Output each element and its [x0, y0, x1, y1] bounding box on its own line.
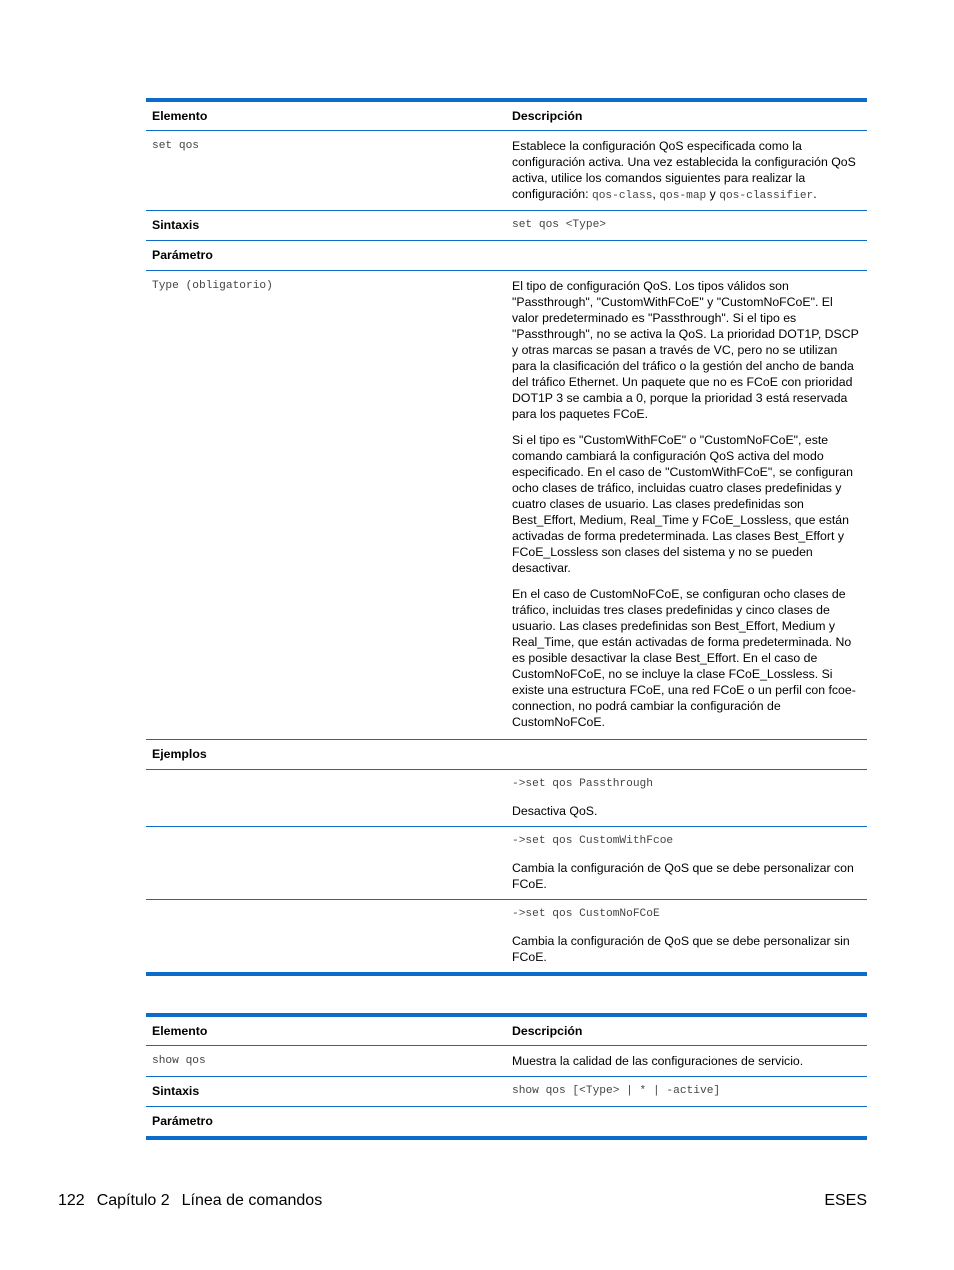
- empty-cell: [506, 740, 867, 769]
- example-command: ->set qos CustomWithFcoe: [512, 835, 674, 847]
- table-row-parameter: [146, 1106, 867, 1136]
- footer-locale: ESES: [824, 1192, 867, 1209]
- header-descripcion: Descripción: [512, 109, 583, 123]
- header-elemento: Elemento: [152, 109, 208, 123]
- period: .: [813, 187, 817, 201]
- param-paragraph: En el caso de CustomNoFCoE, se configuran ocho clases de tráfico, incluidas tres clases predefinidas y cinco clases de usuario. Las clases predefinidas son Best_Effort, Medium y Real_Time, que están activadas de forma predeterminada. No es posible desactivar la clase Best_Effort. En el caso de CustomNoFCoE, no se incluye la clase FCoE_Lossless. Si existe una estructura FCoE, una red FCoE o un perfil con fcoe-connection, no podrá cambiar la configuración de CustomNoFCoE.: [512, 587, 856, 729]
- command-description: [506, 131, 867, 210]
- empty-cell: [146, 770, 506, 826]
- example-description: Cambia la configuración de QoS que se debe personalizar sin FCoE.: [512, 934, 850, 964]
- command-table-show-qos: [146, 1013, 867, 1140]
- page-number: 122: [58, 1192, 85, 1209]
- chapter-label: Capítulo 2: [96, 1192, 170, 1209]
- empty-cell: [506, 1107, 867, 1136]
- table-bottom-rule: [146, 972, 867, 976]
- command-name: show qos: [152, 1055, 206, 1067]
- example-command: ->set qos Passthrough: [512, 778, 653, 790]
- syntax-label: Sintaxis: [152, 1084, 200, 1098]
- example-command: ->set qos CustomNoFCoE: [512, 908, 660, 920]
- table-header-row: [146, 1017, 867, 1046]
- example-row: [146, 826, 867, 899]
- example-description: Desactiva QoS.: [512, 804, 598, 818]
- table-row-param-type: [146, 270, 867, 739]
- parameter-label: Parámetro: [152, 248, 213, 262]
- separator: ,: [652, 187, 660, 201]
- empty-cell: [506, 241, 867, 270]
- command-table-set-qos: [146, 98, 867, 976]
- code-qos-map: qos-map: [659, 190, 707, 202]
- example-description: Cambia la configuración de QoS que se debe personalizar con FCoE.: [512, 861, 854, 891]
- empty-cell: [146, 900, 506, 972]
- example-cell: [506, 827, 867, 899]
- syntax-value: show qos [<Type> | * | -active]: [512, 1085, 721, 1097]
- table-row-command: [146, 1046, 867, 1076]
- code-qos-classifier: qos-classifier: [719, 190, 814, 202]
- param-description: [506, 271, 867, 739]
- examples-label: Ejemplos: [152, 747, 207, 761]
- example-row: [146, 899, 867, 972]
- chapter-title: Línea de comandos: [181, 1192, 323, 1209]
- param-paragraph: El tipo de configuración QoS. Los tipos válidos son "Passthrough", "CustomWithFCoE" y "CustomNoFCoE". El valor predeterminado es "Passthrough". Si el tipo es "Passthrough", no se activa la QoS. La prioridad DOT1P, DSCP y otras marcas se pasan a través de VC, pero no se utilizan para la clasificación del tráfico o la gestión del ancho de banda del tráfico Ethernet. Un paquete que no es FCoE con prioridad DOT1P 3 se cambia a 0, porque la prioridad 3 está reservada para los paquetes FCoE.: [512, 279, 859, 421]
- code-qos-class: qos-class: [591, 190, 653, 202]
- separator: y: [706, 187, 720, 201]
- syntax-value: set qos <Type>: [512, 219, 606, 231]
- page-footer: [58, 1190, 867, 1212]
- example-cell: [506, 900, 867, 972]
- footer-left: [58, 1190, 322, 1212]
- table-row-syntax: [146, 210, 867, 240]
- table-bottom-rule: [146, 1136, 867, 1140]
- description-text: Establece la configuración QoS especificada como la configuración activa. Una vez establecida la configuración QoS activa, utilice los comandos siguientes para realizar la configuración:: [512, 139, 856, 201]
- header-elemento: Elemento: [152, 1024, 208, 1038]
- table-row-parameter: [146, 240, 867, 270]
- example-cell: [506, 770, 867, 826]
- command-name: set qos: [152, 140, 199, 152]
- header-descripcion: Descripción: [512, 1024, 583, 1038]
- table-row-command: [146, 131, 867, 210]
- example-row: [146, 769, 867, 826]
- command-description: Muestra la calidad de las configuraciones de servicio.: [512, 1054, 804, 1068]
- parameter-label: Parámetro: [152, 1114, 213, 1128]
- table-header-row: [146, 102, 867, 131]
- empty-cell: [146, 827, 506, 899]
- syntax-label: Sintaxis: [152, 218, 200, 232]
- param-name: Type (obligatorio): [152, 280, 273, 292]
- table-row-syntax: [146, 1076, 867, 1106]
- table-row-examples: [146, 739, 867, 769]
- param-paragraph: Si el tipo es "CustomWithFCoE" o "CustomNoFCoE", este comando cambiará la configuración QoS activa del modo especificado. En el caso de "CustomWithFCoE", se configuran ocho clases de tráfico, incluidas cuatro clases predefinidas y cuatro clases de usuario. Las clases predefinidas son Best_Effort, Medium, Real_Time y FCoE_Lossless, que están activadas de forma predeterminada. Las clases Best_Effort y FCoE_Lossless son clases del sistema y no se pueden desactivar.: [512, 433, 853, 575]
